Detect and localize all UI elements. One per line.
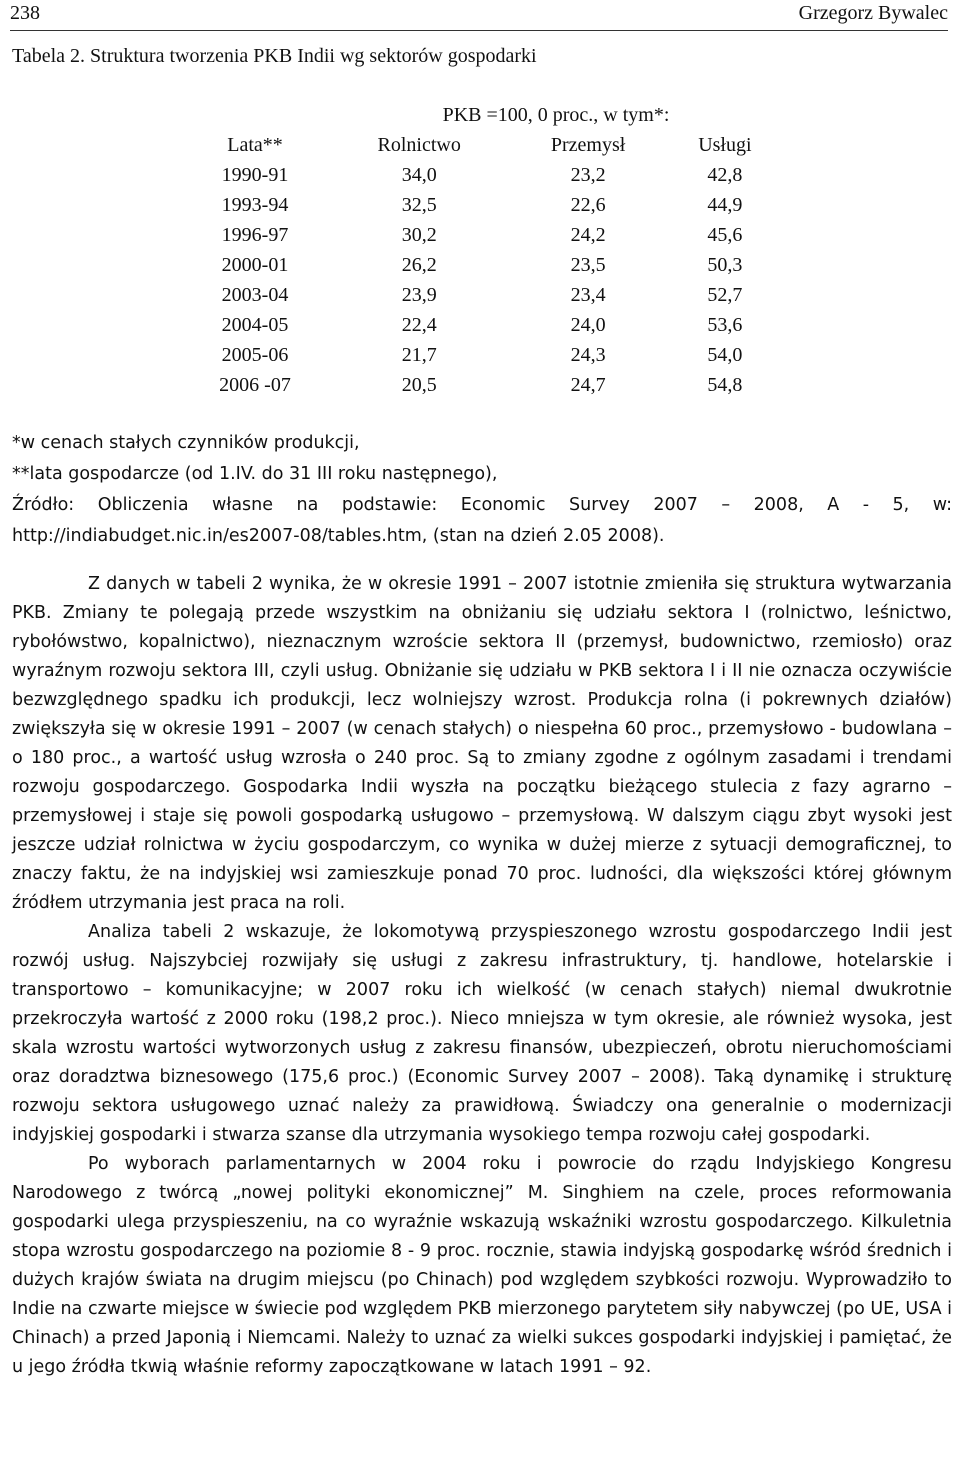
table-cell: 54,0 — [707, 343, 743, 366]
table-cell: 23,2 — [570, 163, 606, 186]
table-cell-year: 2005-06 — [221, 343, 289, 366]
table-cell: 45,6 — [707, 223, 743, 246]
table-group-header: PKB =100, 0 proc., w tym*: — [442, 103, 670, 126]
footnote-fiscal-years: **lata gospodarcze (od 1.IV. do 31 III roku następnego), — [12, 464, 498, 484]
running-header — [10, 0, 948, 30]
table-row — [180, 340, 782, 370]
paragraph: Analiza tabeli 2 wskazuje, że lokomotywą przyspieszonego wzrostu gospodarczego Indii jest rozwój usług. Najszybciej rozwijały się usługi z zakresu infrastruktury, tj. handlowe, hotelarskie i transportowo – komunikacyjne; w 2007 roku ich wielkość (w cenach stałych) niemal dwukrotnie przekroczyła wartość z 2000 roku (198,2 proc.). Nieco mniejsza w tym okresie, ale również wysoka, jest skala wzrostu wartości wytworzonych usług z zakresu finansów, ubezpieczeń, obrotu nieruchomościami oraz doradztwa biznesowego (175,6 proc.) (Economic Survey 2007 – 2008). Taką dynamikę i strukturę rozwoju sektora usługowego uznać należy za prawidłową. Świadczy ona generalnie o modernizacji indyjskiej gospodarki i stwarza szanse dla utrzymania wysokiego tempa rozwoju całej gospodarki. — [12, 922, 952, 1145]
table-cell: 22,4 — [401, 313, 437, 336]
pkb-structure-table — [180, 100, 782, 400]
table-row — [180, 250, 782, 280]
table-cell-year: 1990-91 — [221, 163, 289, 186]
table-cell: 23,5 — [570, 253, 606, 276]
paragraph: Po wyborach parlamentarnych w 2004 roku i powrocie do rządu Indyjskiego Kongresu Narodowego z twórcą „nowej polityki ekonomicznej” M. Singhiem na czele, proces reformowania gospodarki ulega przyspieszeniu, na co wyraźnie wskazują wskaźniki wzrostu gospodarczego. Kilkuletnia stopa wzrostu gospodarczego na poziomie 8 - 9 proc. rocznie, stawia indyjską gospodarkę wśród średnich i dużych krajów świata na drugim miejscu (po Chinach) pod względem szybkości rozwoju. Wyprowadziło to Indie na czwarte miejsce w świecie pod względem PKB mierzonego parytetem siły nabywczej (po UE, USA i Chinach) a przed Japonią i Niemcami. Należy to uznać za wielki sukces gospodarki indyjskiej i pamiętać, że u jego źródła tkwią właśnie reformy zapoczątkowane w latach 1991 – 92. — [12, 1154, 952, 1377]
column-header-uslugi: Usługi — [698, 133, 752, 156]
table-row — [180, 220, 782, 250]
table-header-row — [180, 130, 782, 160]
table-cell: 52,7 — [707, 283, 743, 306]
footnote-constant-prices: *w cenach stałych czynników produkcji, — [12, 433, 360, 453]
table-cell: 53,6 — [707, 313, 743, 336]
table-cell-year: 1996-97 — [221, 223, 289, 246]
column-header-przemysl: Przemysł — [550, 133, 626, 156]
running-header-author: Grzegorz Bywalec — [798, 2, 948, 24]
table-cell: 26,2 — [401, 253, 437, 276]
table-cell: 21,7 — [401, 343, 437, 366]
table-row — [180, 190, 782, 220]
table-row — [180, 160, 782, 190]
table-row — [180, 310, 782, 340]
table-group-header-row — [180, 100, 782, 130]
source-note: Źródło: Obliczenia własne na podstawie: Economic Survey 2007 – 2008, A - 5, w: — [12, 495, 952, 515]
source-url: http://indiabudget.nic.in/es2007-08/tables.htm, (stan na dzień 2.05 2008). — [12, 526, 665, 546]
body-text — [12, 570, 952, 1382]
header-rule — [10, 30, 948, 31]
table-cell: 23,9 — [401, 283, 437, 306]
table-cell: 22,6 — [570, 193, 606, 216]
table-notes — [12, 428, 952, 552]
table-cell: 24,7 — [570, 373, 606, 396]
table-cell: 23,4 — [570, 283, 606, 306]
table-caption: Tabela 2. Struktura tworzenia PKB Indii wg sektorów gospodarki — [12, 45, 537, 67]
table-cell-year: 1993-94 — [221, 193, 289, 216]
column-header-rolnictwo: Rolnictwo — [377, 133, 461, 156]
table-cell: 24,3 — [570, 343, 606, 366]
table-cell: 24,2 — [570, 223, 606, 246]
column-header-lata: Lata** — [227, 133, 283, 156]
table-row — [180, 280, 782, 310]
paragraph: Z danych w tabeli 2 wynika, że w okresie 1991 – 2007 istotnie zmieniła się struktura wytwarzania PKB. Zmiany te polegają przede wszystkim na obniżaniu się udziału sektora I (rolnictwo, leśnictwo, rybołówstwo, kopalnictwo), nieznacznym wzroście sektora II (przemysł, budownictwo, rzemiosło) oraz wyraźnym rozwoju sektora III, czyli usług. Obniżanie się udziału w PKB sektora I i II nie oznacza oczywiście bezwzględnego spadku ich produkcji, lecz wolniejszy wzrost. Produkcja rolna (i pokrewnych działów) zwiększyła się w okresie 1991 – 2007 (w cenach stałych) o niespełna 60 proc., przemysłowo - budowlana – o 180 proc., a wartość usług wzrosła o 240 proc. Są to zmiany zgodne z ogólnym zasadami i trendami rozwoju gospodarczego. Gospodarka Indii wyszła na początku bieżącego stulecia z fazy agrarno – przemysłowej i staje się powoli gospodarką usługowo – przemysłową. W dalszym ciągu zbyt wysoki jest jeszcze udział rolnictwa w życiu gospodarczym, co wynika w dużej mierze z sytuacji demograficznej, to znaczy faktu, że na indyjskiej wsi zamieszkuje ponad 70 proc. ludności, dla większości której głównym źródłem utrzymania jest praca na roli. — [12, 574, 952, 913]
table-cell-year: 2004-05 — [221, 313, 289, 336]
table-cell-year: 2000-01 — [221, 253, 289, 276]
table-cell-year: 2003-04 — [221, 283, 289, 306]
table-cell: 54,8 — [707, 373, 743, 396]
table-corner-cell — [180, 100, 330, 130]
table-cell: 32,5 — [401, 193, 437, 216]
table-cell: 34,0 — [401, 163, 437, 186]
table-cell: 30,2 — [401, 223, 437, 246]
table-cell: 44,9 — [707, 193, 743, 216]
table-row — [180, 370, 782, 400]
table-cell: 20,5 — [401, 373, 437, 396]
page-number: 238 — [10, 2, 40, 24]
table-cell: 24,0 — [570, 313, 606, 336]
table-cell: 50,3 — [707, 253, 743, 276]
table-cell-year: 2006 -07 — [219, 373, 291, 396]
table-cell: 42,8 — [707, 163, 743, 186]
